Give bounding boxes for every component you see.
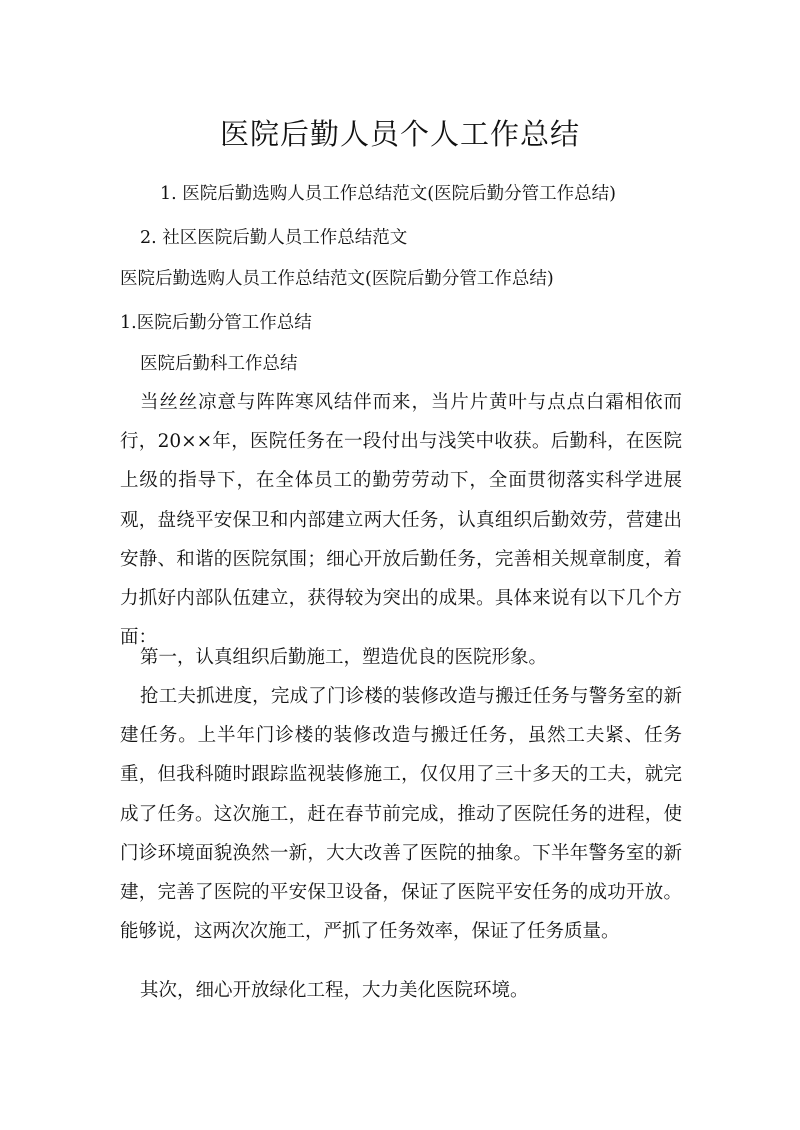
section-heading: 医院后勤选购人员工作总结范文(医院后勤分管工作总结): [120, 269, 554, 289]
subheading: 1.医院后勤分管工作总结: [120, 313, 312, 333]
paragraph-construction: 抢工夫抓进度，完成了门诊楼的装修改造与搬迁任务与警务室的新建任务。上半年门诊楼的装修改造与搬迁任务，虽然工夫紧、任务重，但我科随时跟踪监视装修施工，仅仅用了三十多天的工夫，就完成了任务。这次施工，赶在春节前完成，推动了医院任务的进程，使门诊环境面貌涣然一新，大大改善了医院的抽象。下半年警务室的新建，完善了医院的平安保卫设备，保证了医院平安任务的成功开放。能够说，这两次次施工，严抓了任务效率，保证了任务质量。: [120, 686, 682, 943]
dept-heading: 医院后勤科工作总结: [140, 354, 298, 374]
paragraph-intro: 当丝丝凉意与阵阵寒风结伴而来，当片片黄叶与点点白霜相依而行，20××年，医院任务在一段付出与浅笑中收获。后勤科，在医院上级的指导下，在全体员工的勤劳劳动下，全面贯彻落实科学进展观，盘绕平安保卫和内部建立两大任务，认真组织后勤效劳，营建出安静、和谐的医院氛围；细心开放后勤任务，完善相关规章制度，着力抓好内部队伍建立，获得较为突出的成果。具体来说有以下几个方面：: [120, 392, 682, 649]
document-title: 医院后勤人员个人工作总结: [219, 117, 580, 151]
toc-item-2[interactable]: 2. 社区医院后勤人员工作总结范文: [140, 228, 408, 248]
toc-item-1[interactable]: 1. 医院后勤选购人员工作总结范文(医院后勤分管工作总结): [160, 184, 616, 204]
paragraph-second-point: 其次，细心开放绿化工程，大力美化医院环境。: [140, 980, 529, 1001]
paragraph-first-point: 第一，认真组织后勤施工，塑造优良的医院形象。: [140, 647, 548, 668]
